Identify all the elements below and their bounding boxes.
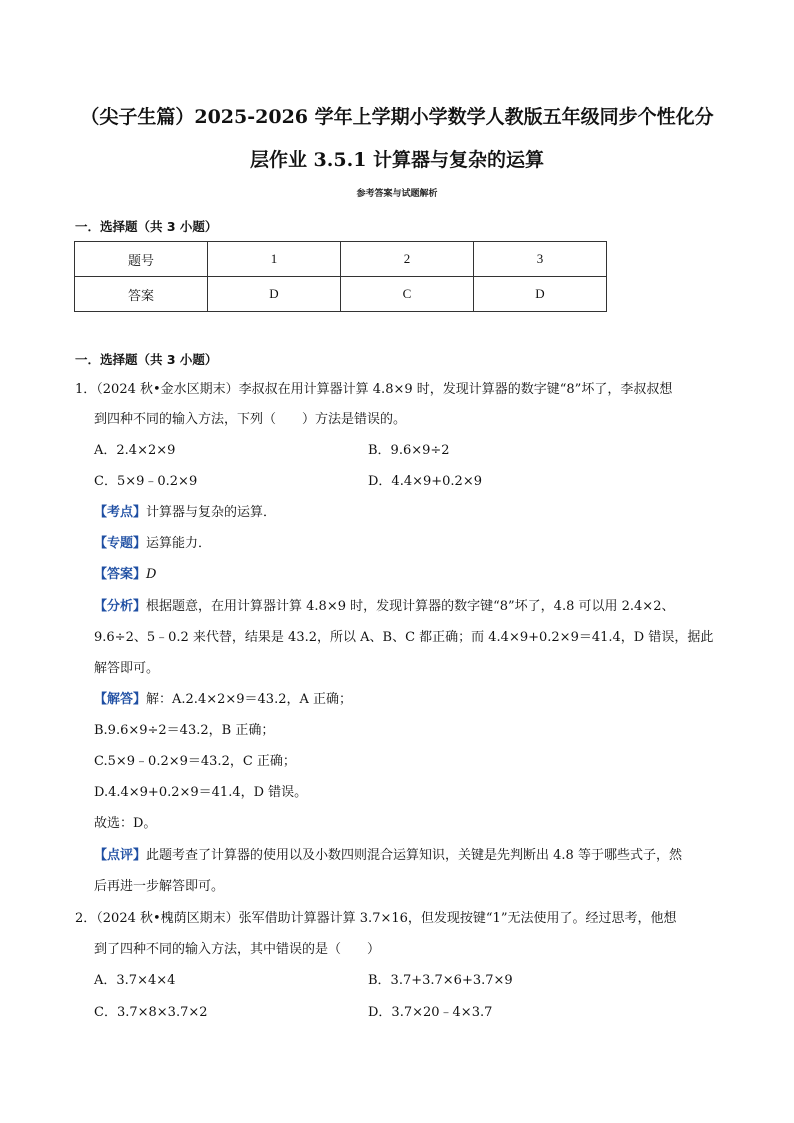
table-cell: D	[474, 277, 607, 312]
table-cell: 3	[474, 242, 607, 277]
q2-stem-line2: 到了四种不同的输入方法，其中错误的是（ ）	[94, 942, 381, 957]
q2-option-c: C．3.7×8×3.7×2	[94, 1005, 208, 1020]
fenxi-text: 根据题意，在用计算器计算 4.8×9 时，发现计算器的数字键“8”坏了，4.8 可以用 2.4×2、	[146, 599, 675, 614]
answer-key-subtitle: 参考答案与试题解析	[356, 189, 438, 199]
q2-option-b: B．3.7+3.7×6+3.7×9	[368, 973, 513, 988]
kaodian-text: 计算器与复杂的运算．	[146, 505, 277, 520]
kaodian-tag: 【考点】	[94, 505, 147, 520]
answer-table	[74, 241, 607, 312]
q1-dianping-line1	[94, 846, 682, 866]
table-cell: 答案	[75, 277, 208, 312]
document-title-line1: （尖子生篇）2025-2026 学年上学期小学数学人教版五年级同步个性化分	[80, 106, 714, 128]
q2-stem-line1: 2．（2024 秋•槐荫区期末）张军借助计算器计算 3.7×16，但发现按键“1”无法使用了。经过思考，他想	[75, 911, 677, 926]
jieda-text: 解：A.2.4×2×9＝43.2，A 正确；	[146, 692, 353, 707]
table-row	[75, 242, 607, 277]
q1-kaodian	[94, 503, 276, 523]
q1-option-c: C．5×9﹣0.2×9	[94, 474, 198, 489]
dianping-text: 此题考查了计算器的使用以及小数四则混合运算知识，关键是先判断出 4.8 等于哪些式子，然	[146, 848, 682, 863]
q1-jieda-line4: D.4.4×9+0.2×9＝41.4，D 错误。	[94, 785, 308, 800]
q1-fenxi-line3: 解答即可。	[94, 661, 160, 676]
q1-option-b: B．9.6×9÷2	[368, 443, 450, 458]
q2-option-a: A．3.7×4×4	[94, 973, 176, 988]
zhuanti-text: 运算能力．	[146, 536, 212, 551]
daan-text: D	[146, 567, 157, 582]
q1-stem-line1: 1．（2024 秋•金水区期末）李叔叔在用计算器计算 4.8×9 时，发现计算器的数字键“8”坏了，李叔叔想	[75, 382, 673, 397]
q1-option-d: D．4.4×9+0.2×9	[368, 474, 482, 489]
q1-dianping-line2: 后再进一步解答即可。	[94, 879, 225, 894]
q1-stem-line2: 到四种不同的输入方法，下列（ ）方法是错误的。	[94, 412, 407, 427]
q1-jieda-line2: B.9.6×9÷2＝43.2，B 正确；	[94, 723, 275, 738]
q2-option-d: D．3.7×20﹣4×3.7	[368, 1005, 493, 1020]
fenxi-tag: 【分析】	[94, 599, 147, 614]
document-title-line2: 层作业 3.5.1 计算器与复杂的运算	[249, 149, 545, 171]
daan-tag: 【答案】	[94, 567, 147, 582]
table-row	[75, 277, 607, 312]
q1-fenxi-line1	[94, 597, 674, 617]
dianping-tag: 【点评】	[94, 848, 147, 863]
table-cell: 2	[341, 242, 474, 277]
table-cell: D	[208, 277, 341, 312]
q1-jieda-line3: C.5×9﹣0.2×9＝43.2，C 正确；	[94, 754, 296, 769]
q1-option-a: A．2.4×2×9	[94, 443, 176, 458]
q1-jieda-line5: 故选：D。	[94, 816, 157, 831]
section-heading-answer-table: 一．选择题（共 3 小题）	[75, 219, 218, 234]
q1-zhuanti	[94, 534, 211, 554]
jieda-tag: 【解答】	[94, 692, 147, 707]
q1-answer	[94, 565, 156, 585]
table-cell: 1	[208, 242, 341, 277]
q1-fenxi-line2: 9.6÷2、5﹣0.2 来代替，结果是 43.2，所以 A、B、C 都正确；而 4.4×9+0.2×9＝41.4，D 错误，据此	[94, 630, 714, 645]
zhuanti-tag: 【专题】	[94, 536, 147, 551]
q1-jieda-line1	[94, 690, 352, 710]
table-cell: 题号	[75, 242, 208, 277]
section-heading-questions: 一．选择题（共 3 小题）	[75, 352, 218, 367]
table-cell: C	[341, 277, 474, 312]
